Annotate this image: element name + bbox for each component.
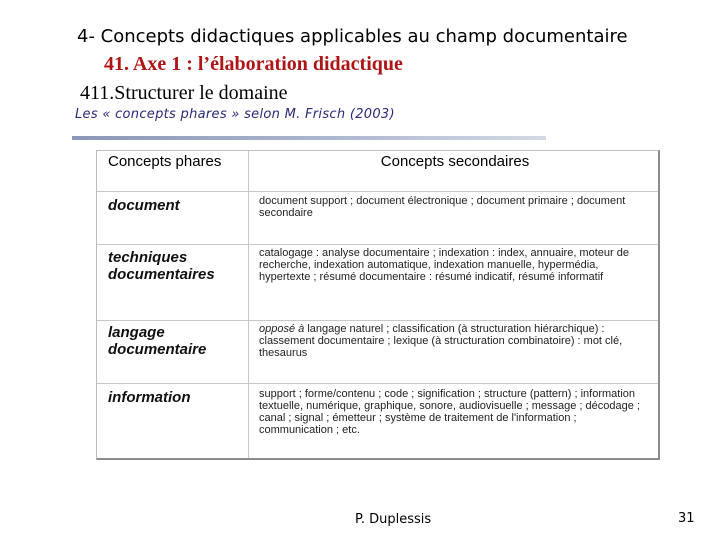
concept-phare-cell: document	[108, 197, 180, 214]
concept-phare-cell: langage documentaire	[108, 324, 207, 358]
concept-phare-cell: information	[108, 389, 191, 406]
table-caption: Les « concepts phares » selon M. Frisch (2003)	[75, 107, 395, 122]
concepts-secondaires-cell	[259, 323, 651, 359]
concepts-table	[96, 150, 660, 460]
footer-author: P. Duplessis	[355, 512, 432, 527]
column-header-phares: Concepts phares	[108, 153, 222, 170]
divider-rule	[72, 136, 546, 140]
concepts-secondaires-cell: document support ; document électronique ; document primaire ; document secondaire	[259, 195, 626, 219]
page-number: 31	[678, 511, 695, 526]
secondaires-text: langage naturel ; classification (à structuration hiérarchique) : classement documentaire ; lexique (à structuration combinatoire) : mot clé, thesaurus	[259, 323, 623, 359]
slide-heading-level2: 41. Axe 1 : l’élaboration didactique	[104, 53, 403, 75]
column-header-secondaires: Concepts secondaires	[380, 153, 530, 170]
concepts-secondaires-cell: support ; forme/contenu ; code ; signification ; structure (pattern) ; information textuelle, numérique, graphique, sonore, audiovisuelle ; message ; décodage ; canal ; signal ; émetteur ; système de traitement de l'information ; communication ; etc.	[259, 388, 640, 436]
table-row	[97, 192, 658, 245]
table-row	[97, 321, 658, 384]
slide-heading-level3: 411.Structurer le domaine	[80, 82, 288, 104]
concept-phare-cell: techniques documentaires	[108, 249, 215, 283]
slide-heading-level1: 4- Concepts didactiques applicables au champ documentaire	[77, 26, 628, 47]
concepts-secondaires-cell: catalogage : analyse documentaire ; indexation : index, annuaire, moteur de recherche, indexation automatique, indexation manuelle, hypermédia, hypertexte ; résumé documentaire : résumé indicatif, résumé informatif	[259, 247, 629, 283]
table-row	[97, 384, 658, 459]
table-header-row	[97, 151, 658, 192]
table-row	[97, 245, 658, 321]
opposition-prefix: opposé à	[259, 323, 308, 335]
